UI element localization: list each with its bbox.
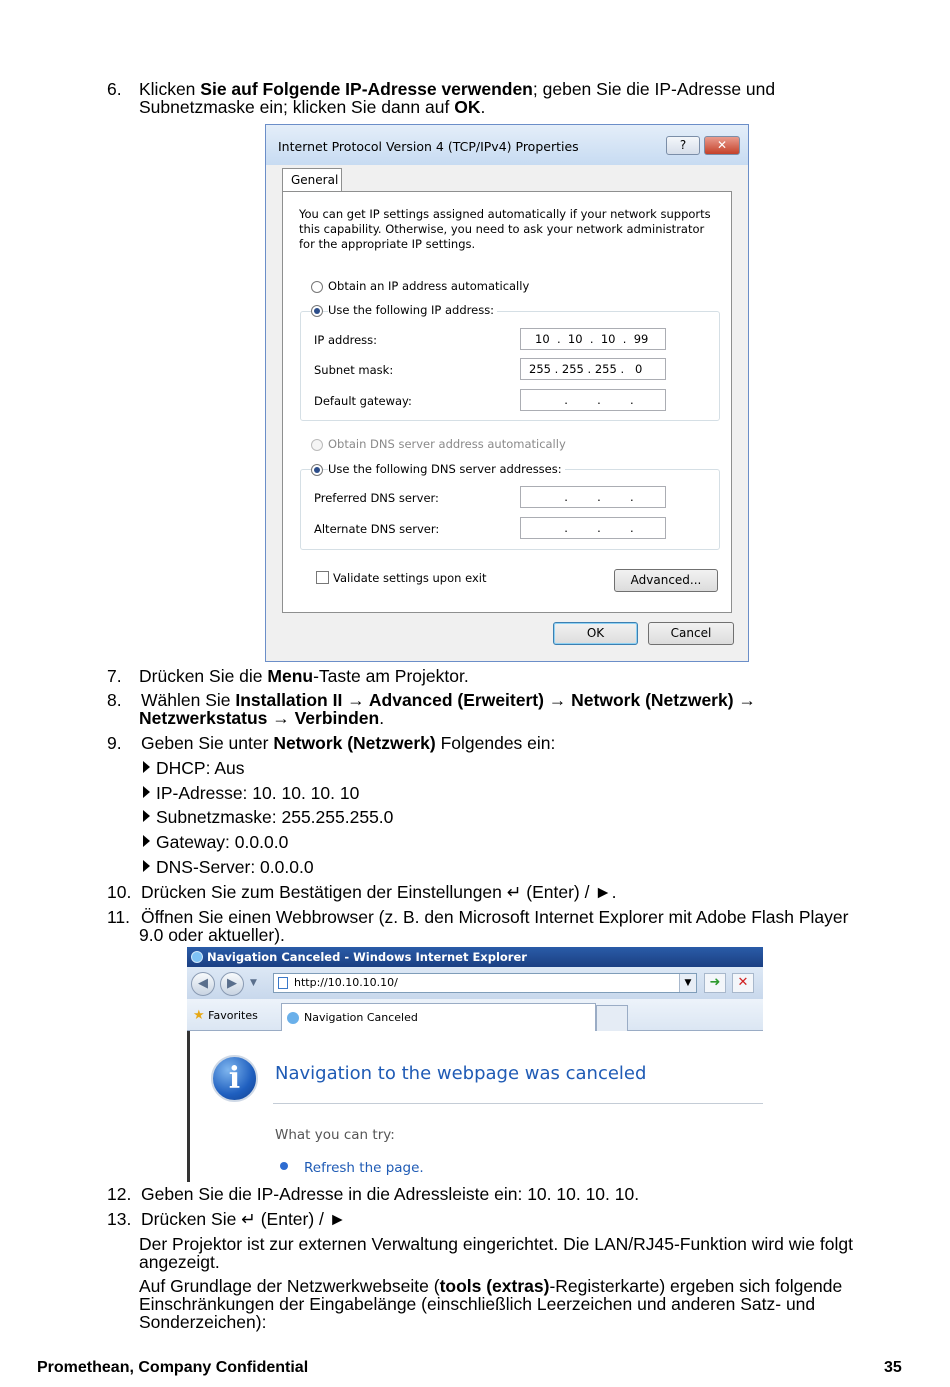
- page-number: 35: [884, 1359, 902, 1376]
- list-item: [143, 808, 393, 826]
- new-tab-button[interactable]: [596, 1005, 628, 1031]
- bold-text-run: OK: [454, 97, 481, 117]
- subnet-mask-field[interactable]: 255 . 255 . 255 . 0: [520, 358, 666, 380]
- list-item: [143, 759, 245, 777]
- step-13-number: 13.: [107, 1209, 132, 1229]
- list-item-text: DNS-Server: 0.0.0.0: [156, 857, 314, 877]
- step-11-line-2: 9.0 oder aktueller).: [139, 925, 285, 945]
- text-run: -Registerkarte) ergeben sich folgende: [549, 1276, 843, 1296]
- step-8-line-1: [141, 691, 756, 709]
- step-9-number: 9.: [107, 733, 122, 753]
- para-2-line-1: [139, 1277, 842, 1295]
- ip-address-field[interactable]: 10 . 10 . 10 . 99: [520, 328, 666, 350]
- browser-tab[interactable]: [281, 1003, 596, 1031]
- canceled-heading: Navigation to the webpage was canceled: [275, 1063, 647, 1084]
- step-6-line-2: [139, 98, 485, 116]
- step-6-number: 6.: [107, 79, 122, 99]
- step-12-text: Geben Sie die IP-Adresse in die Adressleiste ein: 10. 10. 10. 10.: [141, 1184, 640, 1204]
- bold-text-run: Installation II → Advanced (Erweitert) → Network (Netzwerk) →: [235, 690, 756, 710]
- subnet-mask-label: Subnet mask:: [314, 363, 394, 377]
- step-13-text: Drücken Sie ↵ (Enter) / ►: [141, 1209, 347, 1229]
- ie-logo-icon: [287, 1012, 299, 1024]
- list-item: [143, 784, 359, 802]
- chevron-down-icon[interactable]: ▼: [250, 978, 257, 988]
- obtain-ip-label: Obtain an IP address automatically: [328, 279, 530, 293]
- para-2-line-3: Sonderzeichen):: [139, 1312, 267, 1332]
- close-button[interactable]: ✕: [704, 136, 740, 155]
- description-line-2: this capability. Otherwise, you need to ask your network administrator: [299, 222, 705, 236]
- alternate-dns-field[interactable]: . . .: [520, 517, 666, 539]
- tab-label: Navigation Canceled: [304, 1011, 418, 1024]
- use-dns-radio[interactable]: [311, 464, 323, 476]
- list-item-text: DHCP: Aus: [156, 758, 245, 778]
- arrow-bullet-icon: [143, 786, 150, 798]
- text-run: -Taste am Projektor.: [313, 666, 469, 686]
- what-you-can-try: What you can try:: [275, 1127, 395, 1143]
- ip-address-label: IP address:: [314, 333, 378, 347]
- page-icon: [278, 977, 288, 989]
- text-run: Drücken Sie die: [139, 666, 268, 686]
- preferred-dns-field[interactable]: . . .: [520, 486, 666, 508]
- dialog-titlebar: [266, 125, 748, 165]
- preferred-dns-label: Preferred DNS server:: [314, 491, 439, 505]
- step-8-line-2: [139, 709, 384, 727]
- use-ip-radio[interactable]: [311, 305, 323, 317]
- para-1-line-2: angezeigt.: [139, 1252, 220, 1272]
- para-2-line-2: Einschränkungen der Eingabelänge (einschließlich Leerzeichen und anderen Satz- und: [139, 1294, 816, 1314]
- default-gateway-label: Default gateway:: [314, 394, 412, 408]
- arrow-bullet-icon: [143, 761, 150, 773]
- footer-company: Promethean, Company Confidential: [37, 1359, 309, 1376]
- ie-logo-icon: [191, 951, 203, 963]
- favorites-label: Favorites: [208, 1009, 258, 1022]
- forward-arrow-icon[interactable]: ▶: [220, 972, 244, 996]
- list-item-text: Subnetzmaske: 255.255.255.0: [156, 807, 394, 827]
- arrow-bullet-icon: [143, 860, 150, 872]
- browser-toolbar: [187, 967, 763, 999]
- description-line-1: You can get IP settings assigned automatically if your network supports: [299, 207, 711, 221]
- window-edge: [187, 1031, 190, 1182]
- validate-label: Validate settings upon exit: [333, 571, 487, 585]
- step-11-line-1: Öffnen Sie einen Webbrowser (z. B. den Microsoft Internet Explorer mit Adobe Flash Player: [141, 907, 849, 927]
- list-item: [143, 858, 314, 876]
- default-gateway-field[interactable]: . . .: [520, 389, 666, 411]
- tab-general[interactable]: General: [282, 168, 342, 192]
- refresh-link[interactable]: Refresh the page.: [304, 1160, 424, 1176]
- favorites-button[interactable]: [193, 1008, 258, 1023]
- divider: [273, 1103, 763, 1104]
- bold-text-run: Netzwerkstatus → Verbinden: [139, 708, 380, 728]
- list-item-text: IP-Adresse: 10. 10. 10. 10: [156, 783, 360, 803]
- para-1-line-1: Der Projektor ist zur externen Verwaltung eingerichtet. Die LAN/RJ45-Funktion wird wie folgt: [139, 1234, 853, 1254]
- favorites-bar: [187, 999, 763, 1031]
- cancel-button[interactable]: Cancel: [648, 622, 734, 645]
- bold-text-run: Sie auf Folgende IP-Adresse verwenden: [200, 79, 533, 99]
- step-10-text: Drücken Sie zum Bestätigen der Einstellungen ↵ (Enter) / ►.: [141, 882, 617, 902]
- step-10-number: 10.: [107, 882, 132, 902]
- back-arrow-icon[interactable]: ◀: [191, 972, 215, 996]
- bold-text-run: Network (Netzwerk): [273, 733, 436, 753]
- text-run: ; geben Sie die IP-Adresse und: [532, 79, 776, 99]
- browser-title: Navigation Canceled - Windows Internet Explorer: [207, 950, 527, 964]
- obtain-dns-label: Obtain DNS server address automatically: [328, 437, 566, 451]
- text-run: Klicken: [139, 79, 201, 99]
- step-8-number: 8.: [107, 690, 122, 710]
- alternate-dns-label: Alternate DNS server:: [314, 522, 440, 536]
- use-dns-label: Use the following DNS server addresses:: [328, 462, 565, 477]
- advanced-button[interactable]: Advanced...: [614, 569, 718, 592]
- help-button[interactable]: ?: [666, 136, 700, 155]
- use-ip-label: Use the following IP address:: [328, 303, 497, 318]
- text-run: Wählen Sie: [141, 690, 236, 710]
- address-bar[interactable]: [273, 973, 697, 993]
- text-run: Subnetzmaske ein; klicken Sie dann auf: [139, 97, 455, 117]
- text-run: Auf Grundlage der Netzwerkwebseite (: [139, 1276, 440, 1296]
- bullet-icon: [280, 1162, 288, 1170]
- dialog-title: Internet Protocol Version 4 (TCP/IPv4) Properties: [278, 139, 579, 154]
- stop-icon[interactable]: ✕: [732, 973, 754, 993]
- validate-checkbox[interactable]: [316, 571, 329, 584]
- list-item-text: Gateway: 0.0.0.0: [156, 832, 289, 852]
- star-icon: ★: [193, 1008, 205, 1023]
- text-run: .: [379, 708, 385, 728]
- browser-titlebar: [187, 947, 763, 967]
- obtain-ip-radio[interactable]: [311, 281, 323, 293]
- tcpip-properties-dialog: [265, 124, 749, 662]
- arrow-bullet-icon: [143, 835, 150, 847]
- step-7-number: 7.: [107, 666, 122, 686]
- step-11-number: 11.: [107, 907, 131, 927]
- browser-screenshot: [187, 947, 763, 1182]
- bold-text-run: tools (extras): [439, 1276, 550, 1296]
- general-panel: [282, 191, 732, 613]
- list-item: [143, 833, 288, 851]
- step-7-text: [139, 667, 469, 685]
- chevron-down-icon[interactable]: ▼: [679, 974, 696, 992]
- obtain-dns-radio[interactable]: [311, 439, 323, 451]
- text-run: .: [480, 97, 486, 117]
- text-run: Geben Sie unter: [141, 733, 274, 753]
- arrow-bullet-icon: [143, 810, 150, 822]
- description-line-3: for the appropriate IP settings.: [299, 237, 476, 251]
- text-run: Folgendes ein:: [435, 733, 556, 753]
- step-12-number: 12.: [107, 1184, 132, 1204]
- info-icon: i: [211, 1055, 258, 1102]
- go-arrow-icon[interactable]: ➜: [704, 973, 726, 993]
- address-url: http://10.10.10.10/: [294, 976, 398, 989]
- bold-text-run: Menu: [267, 666, 314, 686]
- step-9-text: [141, 734, 555, 752]
- step-6-line-1: [139, 80, 775, 98]
- ok-button[interactable]: OK: [553, 622, 638, 645]
